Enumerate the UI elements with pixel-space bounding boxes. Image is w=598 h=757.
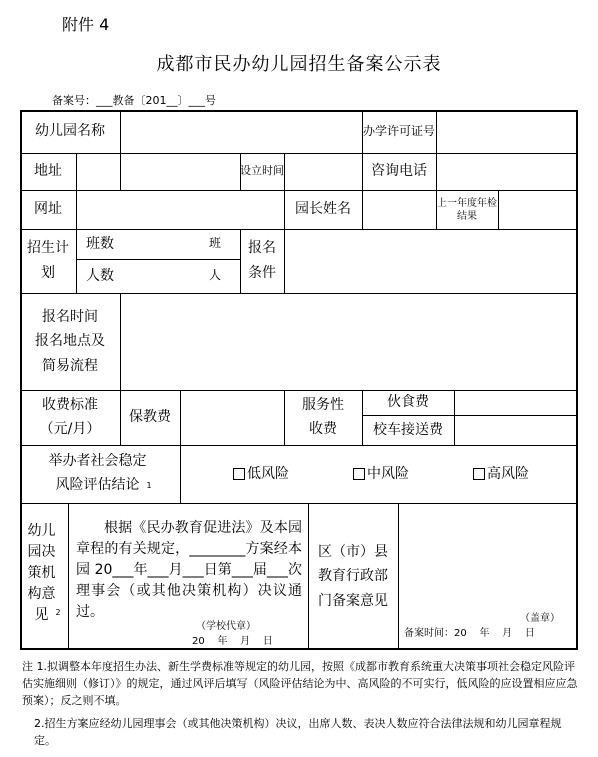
- principal-name-label: 园长姓名: [295, 201, 351, 218]
- district-title-label: 区（市）县 教育行政部 门备案意见: [318, 543, 388, 609]
- checkbox-icon[interactable]: [473, 468, 485, 480]
- class-count-label: 班数: [86, 235, 114, 252]
- risk-option-mid[interactable]: [346, 445, 416, 503]
- requirement-field[interactable]: [284, 229, 578, 293]
- meal-fee-label: 伙食费: [387, 394, 429, 411]
- decision-text: 根据《民办教育促进法》及本园章程的有关规定，________方案经本园 20___年___月___日第___届___次理事会（或其他决策机构）决议通过。: [76, 520, 302, 620]
- established-time-field[interactable]: [284, 153, 362, 190]
- footnote-marker: 2: [55, 608, 61, 617]
- footnote-marker: 1: [146, 481, 152, 491]
- registration-info-field[interactable]: [120, 293, 578, 390]
- decision-date[interactable]: 20 年 月 日: [192, 636, 273, 647]
- kindergarten-name-label: 幼儿园名称: [35, 123, 105, 140]
- col-divider: [180, 445, 181, 503]
- risk-option-low[interactable]: [226, 445, 296, 503]
- bus-fee-label: 校车接送费: [373, 421, 443, 438]
- col-divider: [68, 503, 69, 650]
- last-year-result-field[interactable]: [498, 190, 578, 229]
- license-no-field[interactable]: [436, 110, 578, 153]
- registration-info-label: 报名时间 报名地点及 简易流程: [35, 308, 105, 374]
- risk-option-mid-label: 中风险: [367, 465, 409, 482]
- address-field[interactable]: [76, 153, 240, 190]
- risk-option-high-label: 高风险: [487, 465, 529, 482]
- hotline-label: 咨询电话: [371, 163, 427, 180]
- risk-option-low-label: 低风险: [247, 465, 289, 482]
- risk-title-text: 举办者社会稳定 风险评估结论: [48, 453, 147, 493]
- fee-standard-label: 收费标准 （元/月）: [39, 396, 101, 437]
- school-seal-label: （学校代章）: [196, 621, 256, 632]
- decision-title-text: 幼儿 园决 策机 构意 见: [27, 522, 56, 623]
- checkbox-icon[interactable]: [353, 468, 365, 480]
- attachment-label: 附件 4: [62, 15, 110, 34]
- seal-label: （盖章）: [520, 613, 560, 624]
- kindergarten-name-field[interactable]: [120, 110, 362, 153]
- people-count-label: 人数: [86, 267, 114, 284]
- footnote-2: 2.招生方案应经幼儿园理事会（或其他决策机构）决议，出席人数、表决人数应符合法律法规和幼儿园章程规定。: [34, 717, 562, 748]
- principal-name-field[interactable]: [362, 190, 436, 229]
- website-field[interactable]: [76, 190, 284, 229]
- website-label: 网址: [34, 201, 62, 218]
- people-unit[interactable]: 人: [208, 268, 221, 283]
- page-title: 成都市民办幼儿园招生备案公示表: [156, 54, 442, 75]
- risk-option-high[interactable]: [466, 445, 536, 503]
- last-year-result-label: 上一年度年检结果: [437, 197, 497, 222]
- service-fee-label: 服务性 收费: [302, 396, 344, 437]
- col-divider: [398, 503, 399, 650]
- footnote-1: 注 1.拟调整本年度招生办法、新生学费标准等规定的幼儿园，按照《成都市教育系统重大决策事项社会稳定风险评估实施细则（修订）》的规定，通过风评后填写（风险评估结论为中、高风险的不可实行，低风险的应设置相应应急预案）；反之则不填。: [22, 660, 578, 708]
- bus-fee-field[interactable]: [454, 415, 578, 445]
- filing-time[interactable]: 备案时间：20 年 月 日: [404, 628, 535, 639]
- checkbox-icon[interactable]: [233, 468, 245, 480]
- requirement-label: 报名条件: [248, 239, 276, 281]
- hotline-field[interactable]: [436, 153, 578, 190]
- care-fee-field[interactable]: [180, 390, 284, 445]
- license-no-label: 办学许可证号: [362, 123, 435, 138]
- col-divider: [240, 229, 241, 293]
- enroll-plan-label: 招生计划: [27, 239, 69, 281]
- record-number: 备案号：___教备〔201__〕___号: [52, 94, 216, 107]
- row-divider: [20, 503, 578, 504]
- decision-title-label: [22, 503, 66, 643]
- risk-title-label: [20, 445, 180, 503]
- address-label: 地址: [34, 163, 62, 180]
- established-time-label: 设立时间: [240, 164, 284, 178]
- meal-fee-field[interactable]: [454, 390, 578, 415]
- care-fee-label: 保教费: [129, 409, 171, 426]
- class-unit[interactable]: 班: [208, 236, 221, 251]
